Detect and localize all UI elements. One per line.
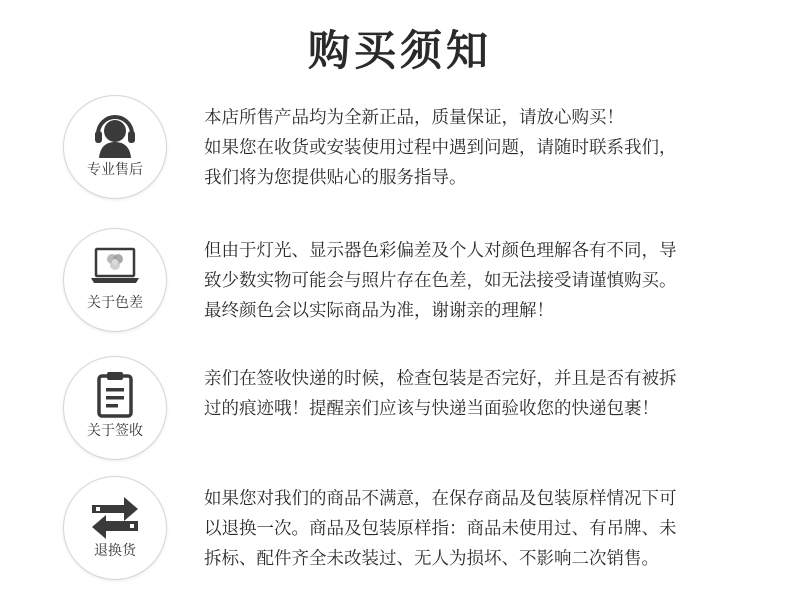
text-line: 如果您对我们的商品不满意，在保存商品及包装原样情况下可 [204, 489, 677, 509]
section-returns [0, 476, 800, 596]
text-line: 以退换一次。商品及包装原样指：商品未使用过、有吊牌、未 [204, 519, 677, 539]
returns-label: 退换货 [94, 543, 136, 559]
section-receipt [0, 356, 800, 476]
text-line: 亲们在签收快递的时候，检查包装是否完好，并且是否有被拆 [204, 369, 677, 389]
returns-badge [63, 476, 167, 580]
after-sales-label: 专业售后 [87, 162, 143, 178]
returns-text [204, 484, 774, 574]
text-line: 但由于灯光、显示器色彩偏差及个人对颜色理解各有不同，导 [204, 241, 677, 261]
text-line: 我们将为您提供贴心的服务指导。 [204, 168, 467, 188]
text-line: 过的痕迹哦！提醒亲们应该与快递当面验收您的快递包裹！ [204, 399, 659, 419]
receipt-badge [63, 356, 167, 460]
color-difference-text [204, 236, 774, 326]
receipt-text [204, 364, 774, 424]
section-after-sales [0, 95, 800, 215]
color-difference-badge [63, 228, 167, 332]
section-color-difference [0, 228, 800, 348]
page-title: 购买须知 [307, 26, 492, 75]
text-line: 本店所售产品均为全新正品，质量保证，请放心购买！ [204, 108, 624, 128]
text-line: 拆标、配件齐全未改装过、无人为损坏、不影响二次销售。 [204, 549, 659, 569]
headset-support-icon [90, 108, 140, 158]
exchange-arrows-icon [90, 489, 140, 539]
after-sales-text [204, 103, 774, 193]
receipt-label: 关于签收 [87, 423, 143, 439]
clipboard-icon [90, 369, 140, 419]
text-line: 致少数实物可能会与照片存在色差，如无法接受请谨慎购买。 [204, 271, 677, 291]
after-sales-badge [63, 95, 167, 199]
text-line: 如果您在收货或安装使用过程中遇到问题，请随时联系我们， [204, 138, 677, 158]
laptop-color-icon [90, 241, 140, 291]
color-difference-label: 关于色差 [87, 295, 143, 311]
text-line: 最终颜色会以实际商品为准，谢谢亲的理解！ [204, 301, 554, 321]
